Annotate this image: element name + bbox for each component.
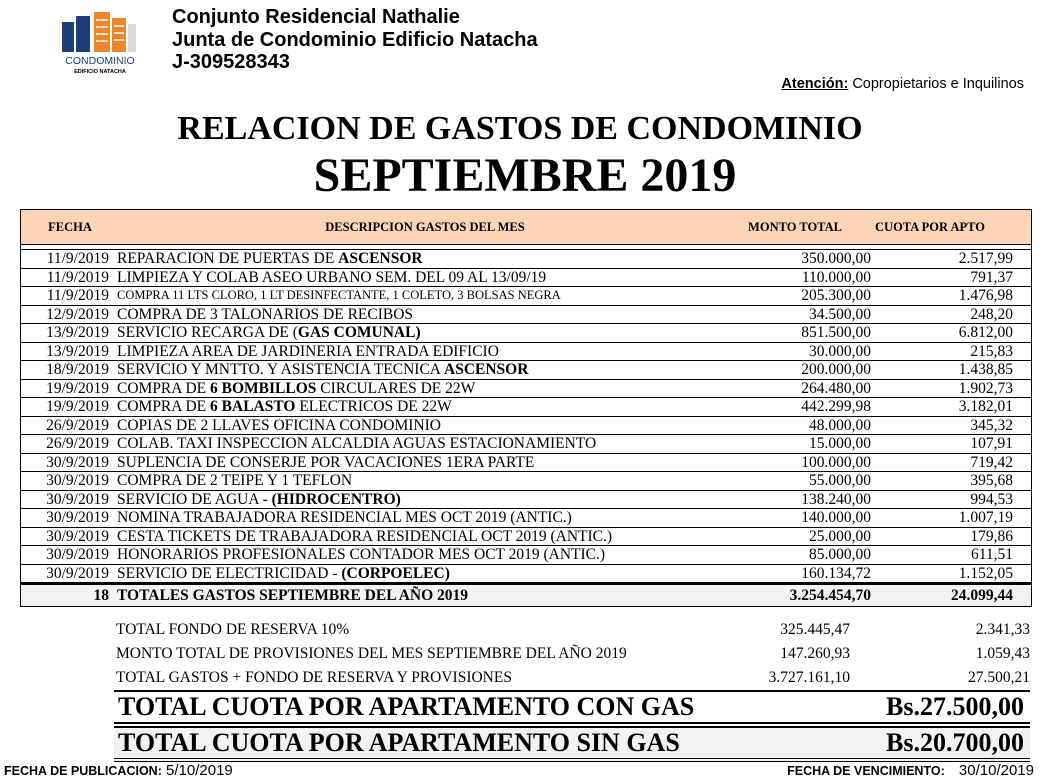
table-row [21, 250, 1031, 269]
col-cuota: CUOTA POR APTO [875, 219, 985, 234]
summary-cuota: 2.341,33 [975, 621, 1030, 638]
row-cuota: 3.182,01 [958, 398, 1013, 415]
row-fecha: 13/9/2019 [46, 342, 109, 360]
row-descripcion [117, 269, 737, 287]
row-descripcion [117, 454, 737, 472]
row-fecha: 30/9/2019 [46, 564, 109, 582]
pub-label: FECHA DE PUBLICACION: [4, 764, 162, 778]
row-cuota: 719,42 [970, 453, 1013, 471]
summary-label: MONTO TOTAL DE PROVISIONES DEL MES SEPTIEMBRE DEL AÑO 2019 [116, 645, 627, 662]
row-fecha: 26/9/2019 [46, 416, 109, 434]
publication-date [4, 762, 233, 779]
row-monto: 264.480,00 [801, 379, 871, 397]
desc-text: HONORARIOS PROFESIONALES CONTADOR MES OCT 2019 (ANTIC.) [117, 546, 606, 563]
table-header [21, 210, 1031, 245]
final-total-con-gas [114, 690, 1030, 724]
desc-emphasis: ASCENSOR [338, 250, 423, 267]
row-cuota: 345,32 [970, 416, 1013, 434]
row-cuota: 215,83 [970, 342, 1013, 360]
row-monto: 138.240,00 [801, 490, 871, 508]
row-cuota: 179,86 [970, 527, 1013, 545]
row-cuota: 6.812,00 [958, 324, 1013, 341]
row-fecha: 30/9/2019 [46, 546, 109, 563]
row-descripcion [117, 250, 737, 268]
desc-emphasis: GAS COMUNAL) [297, 324, 421, 341]
col-fecha: FECHA [48, 219, 92, 234]
table-row [21, 472, 1031, 491]
row-monto: 25.000,00 [809, 527, 871, 545]
row-monto: 55.000,00 [809, 472, 871, 489]
venc-label: FECHA DE VENCIMIENTO: [787, 764, 945, 778]
summary-monto: 3.727.161,10 [768, 669, 850, 686]
row-fecha: 11/9/2019 [46, 287, 109, 304]
row-descripcion [117, 306, 737, 324]
org-name: Conjunto Residencial Nathalie [172, 6, 460, 28]
desc-text: SERVICIO Y MNTTO. Y ASISTENCIA TECNICA [117, 361, 445, 378]
row-monto: 140.000,00 [801, 509, 871, 526]
desc-text: LIMPIEZA AREA DE JARDINERIA ENTRADA EDIFICIO [117, 342, 499, 360]
desc-emphasis: 6 BOMBILLOS [210, 379, 317, 397]
document-title: RELACION DE GASTOS DE CONDOMINIO [177, 110, 863, 147]
row-fecha: 11/9/2019 [46, 250, 109, 267]
row-monto: 851.500,00 [801, 324, 871, 341]
summary-block [116, 618, 1030, 690]
logo-text-main: CONDOMINIO [65, 55, 135, 67]
final-value: Bs.20.700,00 [886, 728, 1024, 757]
desc-text: COPIAS DE 2 LLAVES OFICINA CONDOMINIO [117, 416, 441, 434]
desc-emphasis: ASCENSOR [444, 361, 529, 378]
table-row [21, 509, 1031, 528]
summary-cuota: 27.500,21 [968, 669, 1030, 686]
building-logo-icon [50, 10, 150, 76]
desc-text: COMPRA DE 2 TEIPE Y 1 TEFLON [117, 472, 353, 489]
row-monto: 15.000,00 [809, 435, 871, 452]
desc-text: NOMINA TRABAJADORA RESIDENCIAL MES OCT 2019 (ANTIC.) [117, 509, 572, 526]
row-descripcion [117, 546, 737, 564]
desc-text: COMPRA DE 3 TALONARIOS DE RECIBOS [117, 305, 414, 323]
row-fecha: 12/9/2019 [46, 305, 109, 323]
row-cuota: 791,37 [970, 268, 1013, 286]
desc-text: COMPRA DE [117, 379, 211, 397]
table-row [21, 306, 1031, 325]
org-board: Junta de Condominio Edificio Natacha [172, 28, 538, 51]
summary-label: TOTAL FONDO DE RESERVA 10% [116, 621, 350, 638]
organization-header [172, 6, 538, 74]
logo-text-sub: EDIFICIO NATACHA [74, 69, 126, 75]
desc-text: SERVICIO DE ELECTRICIDAD - [117, 564, 342, 582]
summary-monto: 325.445,47 [780, 621, 850, 638]
desc-text: COMPRA 11 LTS CLORO, 1 LT DESINFECTANTE, 1 COLETO, 3 BOLSAS NEGRA [117, 288, 561, 302]
desc-text: CESTA TICKETS DE TRABAJADORA RESIDENCIAL OCT 2019 (ANTIC.) [117, 527, 613, 545]
row-cuota: 1.007,19 [958, 509, 1013, 526]
attention-label: Atención: [781, 76, 849, 92]
table-row [21, 565, 1031, 584]
desc-text-after: ELECTRICOS DE 22W [295, 398, 452, 415]
row-fecha: 19/9/2019 [46, 398, 109, 415]
row-fecha: 19/9/2019 [46, 379, 109, 397]
row-cuota: 107,91 [970, 435, 1013, 452]
pub-date: 5/10/2019 [166, 762, 233, 779]
attention-text: Copropietarios e Inquilinos [852, 76, 1024, 92]
table-row [21, 324, 1031, 343]
due-date [787, 762, 1034, 779]
row-descripcion [117, 528, 737, 546]
row-fecha: 30/9/2019 [46, 509, 109, 526]
row-descripcion [117, 361, 737, 379]
row-fecha: 13/9/2019 [46, 324, 109, 341]
row-monto: 200.000,00 [801, 361, 871, 378]
row-monto: 48.000,00 [809, 416, 871, 434]
condominio-logo [50, 10, 150, 76]
desc-text-after: CIRCULARES DE 22W [316, 379, 476, 397]
total-count: 18 [93, 587, 109, 604]
desc-text: SERVICIO DE AGUA - [117, 490, 272, 508]
table-row [21, 361, 1031, 380]
table-row [21, 491, 1031, 510]
row-cuota: 994,53 [970, 490, 1013, 508]
table-row [21, 435, 1031, 454]
row-monto: 442.299,98 [801, 398, 871, 415]
desc-text: COMPRA DE [117, 398, 211, 415]
total-label: TOTALES GASTOS SEPTIEMBRE DEL AÑO 2019 [117, 587, 469, 604]
desc-text: REPARACION DE PUERTAS DE [117, 250, 339, 267]
row-cuota: 1.152,05 [958, 564, 1013, 582]
row-monto: 110.000,00 [801, 268, 871, 286]
summary-label: TOTAL GASTOS + FONDO DE RESERVA Y PROVISIONES [116, 669, 512, 686]
row-fecha: 30/9/2019 [46, 527, 109, 545]
row-descripcion [117, 398, 737, 416]
row-fecha: 11/9/2019 [46, 268, 109, 286]
table-row [21, 343, 1031, 362]
row-monto: 205.300,00 [801, 287, 871, 304]
final-total-sin-gas [114, 726, 1030, 762]
row-descripcion [117, 435, 737, 453]
summary-monto: 147.260,93 [780, 645, 850, 662]
row-monto: 160.134,72 [801, 564, 871, 582]
table-total-row [21, 583, 1031, 606]
table-row [21, 546, 1031, 565]
table-row [21, 417, 1031, 436]
desc-emphasis: (CORPOELEC) [341, 564, 450, 582]
summary-line [116, 666, 1030, 690]
table-row [21, 398, 1031, 417]
row-cuota: 1.902,73 [958, 379, 1013, 397]
row-fecha: 26/9/2019 [46, 435, 109, 452]
desc-text: COLAB. TAXI INSPECCION ALCALDIA AGUAS ESTACIONAMIENTO [117, 435, 597, 452]
row-descripcion [117, 472, 737, 490]
venc-date: 30/10/2019 [958, 762, 1034, 779]
desc-text: LIMPIEZA Y COLAB ASEO URBANO SEM. DEL 09 AL 13/09/19 [117, 268, 547, 286]
row-descripcion [117, 343, 737, 361]
row-descripcion [117, 324, 737, 342]
table-row [21, 269, 1031, 288]
desc-emphasis: (HIDROCENTRO) [271, 490, 401, 508]
document-period: SEPTIEMBRE 2019 [313, 149, 737, 202]
row-monto: 34.500,00 [809, 305, 871, 323]
row-cuota: 2.517,99 [958, 250, 1013, 267]
col-monto: MONTO TOTAL [748, 219, 842, 234]
attention-line [781, 76, 1024, 92]
row-fecha: 30/9/2019 [46, 453, 109, 471]
row-fecha: 18/9/2019 [46, 361, 109, 378]
desc-text: SERVICIO RECARGA DE ( [117, 324, 298, 341]
desc-emphasis: 6 BALASTO [210, 398, 296, 415]
row-fecha: 30/9/2019 [46, 472, 109, 489]
desc-text: SUPLENCIA DE CONSERJE POR VACACIONES 1ERA PARTE [117, 453, 535, 471]
row-cuota: 611,51 [970, 546, 1013, 563]
table-body [21, 250, 1031, 583]
row-descripcion [117, 565, 737, 583]
row-monto: 30.000,00 [809, 342, 871, 360]
table-row [21, 528, 1031, 547]
row-descripcion [117, 417, 737, 435]
summary-line [116, 618, 1030, 642]
row-cuota: 395,68 [970, 472, 1013, 489]
final-label: TOTAL CUOTA POR APARTAMENTO SIN GAS [118, 728, 680, 757]
final-label: TOTAL CUOTA POR APARTAMENTO CON GAS [118, 692, 695, 721]
total-monto: 3.254.454,70 [789, 587, 871, 604]
table-row [21, 287, 1031, 306]
row-descripcion [117, 380, 737, 398]
row-cuota: 1.438,85 [958, 361, 1013, 378]
col-descripcion: DESCRIPCION GASTOS DEL MES [325, 219, 525, 234]
final-value: Bs.27.500,00 [886, 692, 1024, 721]
total-cuota: 24.099,44 [951, 587, 1013, 604]
row-monto: 100.000,00 [801, 453, 871, 471]
row-monto: 350.000,00 [801, 250, 871, 267]
row-descripcion [117, 491, 737, 509]
expenses-table [20, 209, 1032, 607]
row-descripcion [117, 509, 737, 527]
summary-line [116, 642, 1030, 666]
org-rif: J-309528343 [172, 51, 290, 73]
row-cuota: 248,20 [970, 305, 1013, 323]
row-cuota: 1.476,98 [958, 287, 1013, 304]
table-row [21, 454, 1031, 473]
row-monto: 85.000,00 [809, 546, 871, 563]
summary-cuota: 1.059,43 [975, 645, 1030, 662]
row-descripcion [117, 287, 737, 305]
row-fecha: 30/9/2019 [46, 490, 109, 508]
table-row [21, 380, 1031, 399]
